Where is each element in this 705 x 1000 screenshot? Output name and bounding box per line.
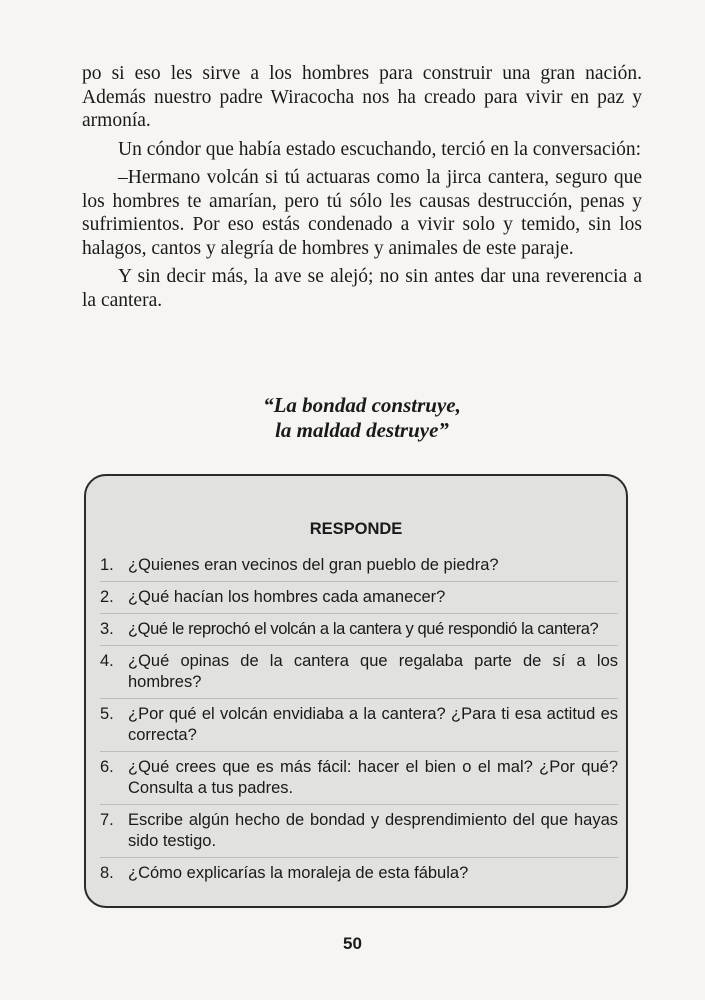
responde-title: RESPONDE: [309, 520, 403, 538]
question-item: [100, 858, 618, 889]
question-text: ¿Qué opinas de la cantera que regalaba parte de sí a los hombres?: [128, 652, 618, 691]
question-number: 8.: [100, 864, 114, 882]
question-number: 5.: [100, 705, 114, 723]
question-number: 3.: [100, 620, 114, 638]
question-item: [100, 752, 618, 805]
question-text: ¿Qué le reprochó el volcán a la cantera y qué respondió la cantera?: [128, 620, 599, 638]
question-text: ¿Qué hacían los hombres cada amanecer?: [128, 588, 446, 606]
story-paragraph: Y sin decir más, la ave se alejó; no sin antes dar una reverencia a la cantera.: [82, 266, 642, 311]
responde-box: [84, 474, 628, 908]
question-number: 6.: [100, 758, 114, 776]
question-item: [100, 614, 618, 646]
question-list: [100, 550, 618, 889]
moral-line: “La bondad construye,: [263, 393, 461, 417]
question-text: ¿Qué crees que es más fácil: hacer el bien o el mal? ¿Por qué? Consulta a tus padres.: [128, 758, 618, 797]
moral-quote: [82, 393, 642, 443]
question-number: 2.: [100, 588, 114, 606]
page-number: 50: [343, 934, 362, 953]
question-number: 4.: [100, 652, 114, 670]
question-item: [100, 550, 618, 582]
story-paragraph: po si eso les sirve a los hombres para construir una gran nación. Además nuestro padre Wiracocha nos ha creado para vivir en paz y armonía.: [82, 63, 642, 131]
question-text: ¿Quienes eran vecinos del gran pueblo de piedra?: [128, 556, 499, 574]
story-paragraph: –Hermano volcán si tú actuaras como la jirca cantera, seguro que los hombres te amarían, pero tú sólo les causas destrucción, penas y sufrimientos. Por eso estás condenado a vivir solo y temido, sin los halagos, cantos y alegría de hombres y animales de este paraje.: [82, 167, 642, 259]
question-item: [100, 646, 618, 699]
question-item: [100, 582, 618, 614]
moral-line: la maldad destruye”: [275, 418, 449, 442]
story-text: [82, 62, 642, 317]
question-number: 7.: [100, 811, 114, 829]
story-paragraph: Un cóndor que había estado escuchando, terció en la conversación:: [118, 138, 642, 160]
question-text: ¿Cómo explicarías la moraleja de esta fábula?: [128, 864, 469, 882]
question-number: 1.: [100, 556, 114, 574]
question-text: ¿Por qué el volcán envidiaba a la cantera? ¿Para ti esa actitud es correcta?: [128, 705, 618, 744]
question-text: Escribe algún hecho de bondad y desprendimiento del que hayas sido testigo.: [128, 811, 618, 850]
question-item: [100, 805, 618, 858]
question-item: [100, 699, 618, 752]
